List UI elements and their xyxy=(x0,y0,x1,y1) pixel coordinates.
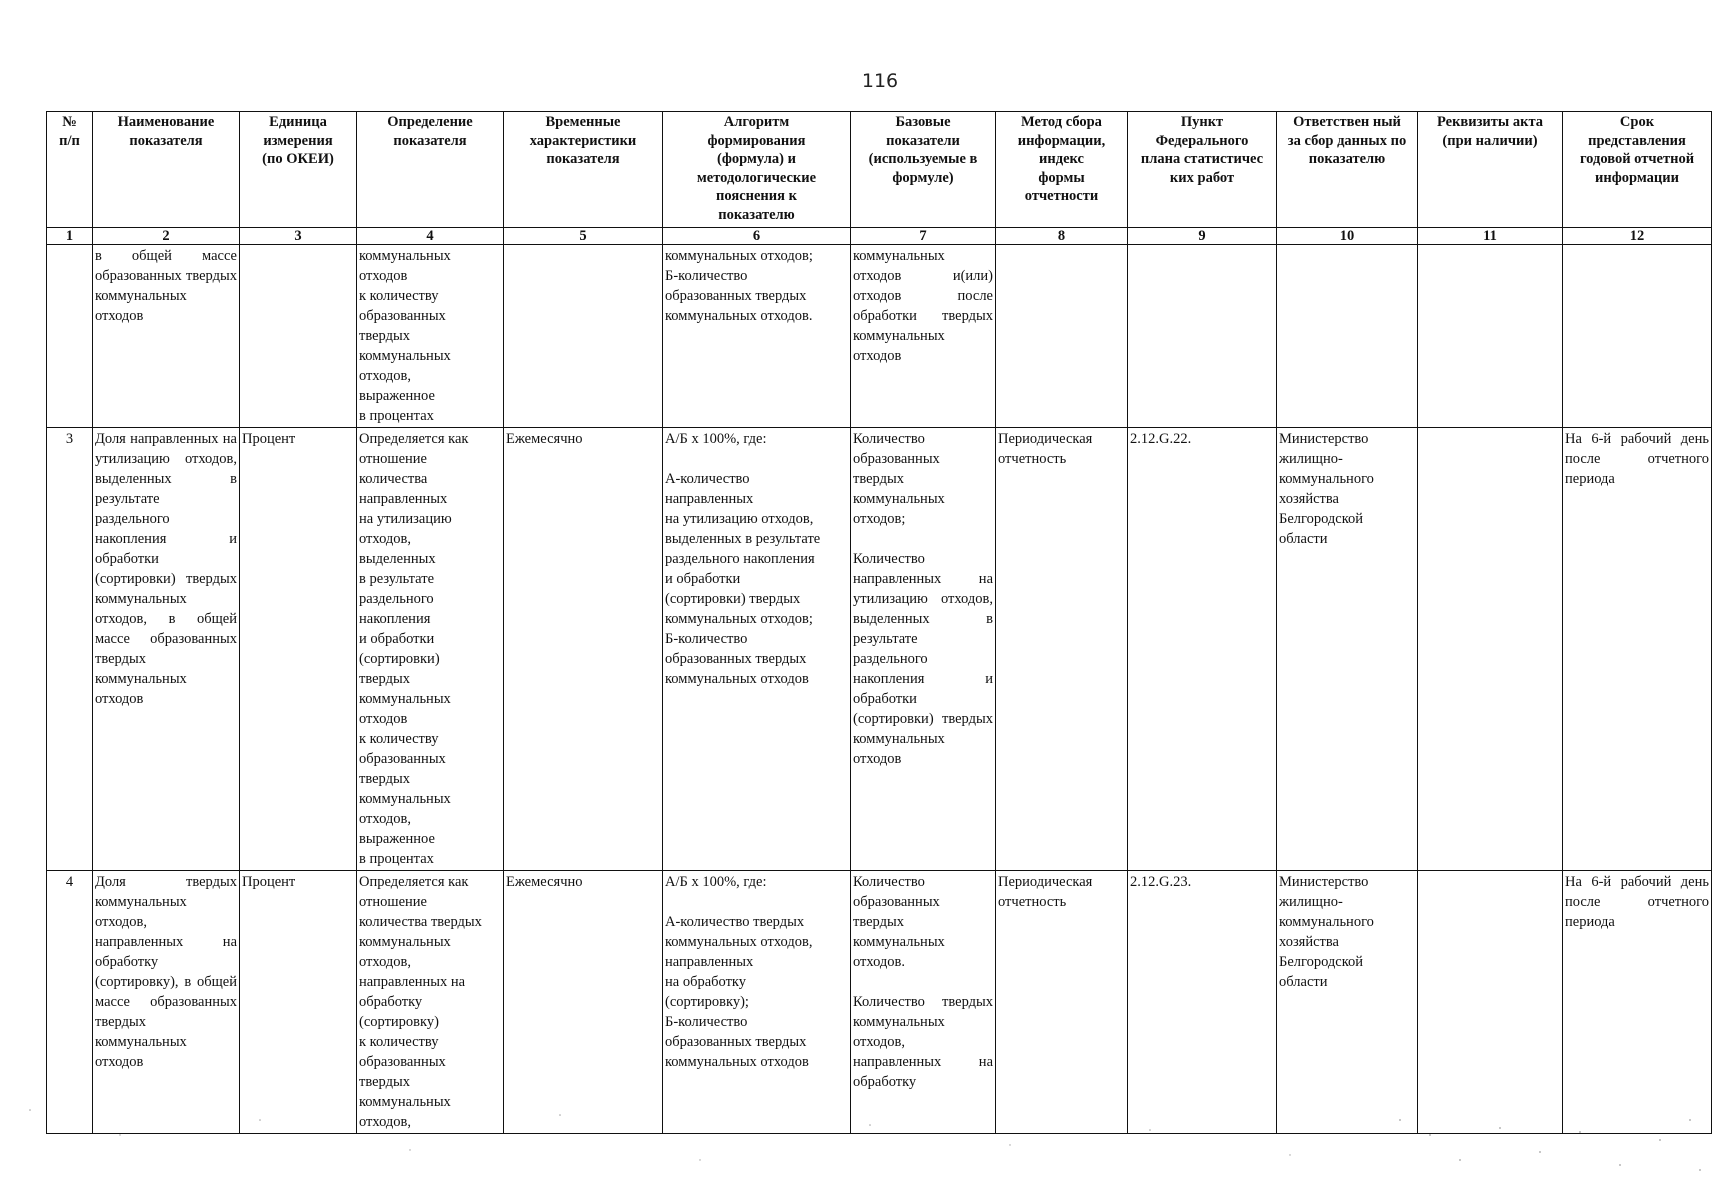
header-cell-base: Базовые показатели (используемые в формуле) xyxy=(851,112,996,228)
header-cell-plan-item: Пункт Федерального плана статистичес ких работ xyxy=(1128,112,1277,228)
deadline-cell: На 6-й рабочий день после отчетного периода xyxy=(1563,871,1712,1134)
indicator-name: в общей массе образованных твердых коммунальных отходов xyxy=(93,245,240,428)
header-cell-algorithm: Алгоритм формирования (формула) и методологические пояснения к показателю xyxy=(663,112,851,228)
column-number: 3 xyxy=(240,228,357,245)
header-cell-unit: Единица измерения (по ОКЕИ) xyxy=(240,112,357,228)
plan-item-cell: 2.12.G.22. xyxy=(1128,428,1277,871)
row-number: 3 xyxy=(47,428,93,871)
method-cell: Периодическая отчетность xyxy=(996,428,1128,871)
row-number: 4 xyxy=(47,871,93,1134)
header-cell-act: Реквизиты акта (при наличии) xyxy=(1418,112,1563,228)
header-cell-name: Наименование показателя xyxy=(93,112,240,228)
header-cell-deadline: Срок представления годовой отчетной информации xyxy=(1563,112,1712,228)
unit-cell: Процент xyxy=(240,428,357,871)
column-number: 8 xyxy=(996,228,1128,245)
unit-cell xyxy=(240,245,357,428)
page-number: 116 xyxy=(861,70,899,92)
header-cell-definition: Определение показателя xyxy=(357,112,504,228)
definition-cell: Определяется как отношение количества твердых коммунальных отходов, направленных на обработку (сортировку) к количеству образованных твердых коммунальных отходов, xyxy=(357,871,504,1134)
base-indicators-cell: Количество образованных твердых коммунальных отходов; Количество направленных на утилизацию отходов, выделенных в результате раздельного накопления и обработки (сортировки) твердых коммунальных отходов xyxy=(851,428,996,871)
indicator-name: Доля твердых коммунальных отходов, направленных на обработку (сортировку), в общей массе образованных твердых коммунальных отходов xyxy=(93,871,240,1134)
deadline-cell xyxy=(1563,245,1712,428)
column-number: 11 xyxy=(1418,228,1563,245)
algorithm-cell: коммунальных отходов; Б-количество образованных твердых коммунальных отходов. xyxy=(663,245,851,428)
column-number: 2 xyxy=(93,228,240,245)
column-number: 9 xyxy=(1128,228,1277,245)
method-cell xyxy=(996,245,1128,428)
column-number: 6 xyxy=(663,228,851,245)
table-row-continued xyxy=(47,245,1712,428)
deadline-cell: На 6-й рабочий день после отчетного периода xyxy=(1563,428,1712,871)
algorithm-cell: А/Б х 100%, где: А-количество направленных на утилизацию отходов, выделенных в результате раздельного накопления и обработки (сортировки) твердых коммунальных отходов; Б-количество образованных твердых коммунальных отходов xyxy=(663,428,851,871)
unit-cell: Процент xyxy=(240,871,357,1134)
column-number: 12 xyxy=(1563,228,1712,245)
responsible-cell: Министерство жилищно- коммунального хозяйства Белгородской области xyxy=(1277,871,1418,1134)
timing-cell: Ежемесячно xyxy=(504,871,663,1134)
header-cell-timing: Временные характеристики показателя xyxy=(504,112,663,228)
column-number-row xyxy=(47,228,1712,245)
responsible-cell: Министерство жилищно- коммунального хозяйства Белгородской области xyxy=(1277,428,1418,871)
method-cell: Периодическая отчетность xyxy=(996,871,1128,1134)
header-cell-method: Метод сбора информации, индекс формы отчетности xyxy=(996,112,1128,228)
row-number xyxy=(47,245,93,428)
act-cell xyxy=(1418,428,1563,871)
column-number: 7 xyxy=(851,228,996,245)
plan-item-cell: 2.12.G.23. xyxy=(1128,871,1277,1134)
algorithm-cell: А/Б х 100%, где: А-количество твердых коммунальных отходов, направленных на обработку (сортировку); Б-количество образованных твердых коммунальных отходов xyxy=(663,871,851,1134)
base-indicators-cell: коммунальных отходов и(или) отходов после обработки твердых коммунальных отходов xyxy=(851,245,996,428)
indicator-name: Доля направленных на утилизацию отходов, выделенных в результате раздельного накопления и обработки (сортировки) твердых коммунальных отходов, в общей массе образованных твердых коммунальных отходов xyxy=(93,428,240,871)
header-cell-responsible: Ответствен ный за сбор данных по показателю xyxy=(1277,112,1418,228)
header-cell-num: № п/п xyxy=(47,112,93,228)
base-indicators-cell: Количество образованных твердых коммунальных отходов. Количество твердых коммунальных отходов, направленных на обработку xyxy=(851,871,996,1134)
definition-cell: коммунальных отходов к количеству образованных твердых коммунальных отходов, выраженное в процентах xyxy=(357,245,504,428)
definition-cell: Определяется как отношение количества направленных на утилизацию отходов, выделенных в результате раздельного накопления и обработки (сортировки) твердых коммунальных отходов к количеству образованных твердых коммунальных отходов, выраженное в процентах xyxy=(357,428,504,871)
column-number: 5 xyxy=(504,228,663,245)
responsible-cell xyxy=(1277,245,1418,428)
column-number: 4 xyxy=(357,228,504,245)
header-row xyxy=(47,112,1712,228)
plan-item-cell xyxy=(1128,245,1277,428)
column-number: 10 xyxy=(1277,228,1418,245)
scan-noise xyxy=(0,1090,1723,1200)
indicators-table xyxy=(46,111,1712,1134)
column-number: 1 xyxy=(47,228,93,245)
table-row xyxy=(47,428,1712,871)
act-cell xyxy=(1418,245,1563,428)
timing-cell xyxy=(504,245,663,428)
timing-cell: Ежемесячно xyxy=(504,428,663,871)
